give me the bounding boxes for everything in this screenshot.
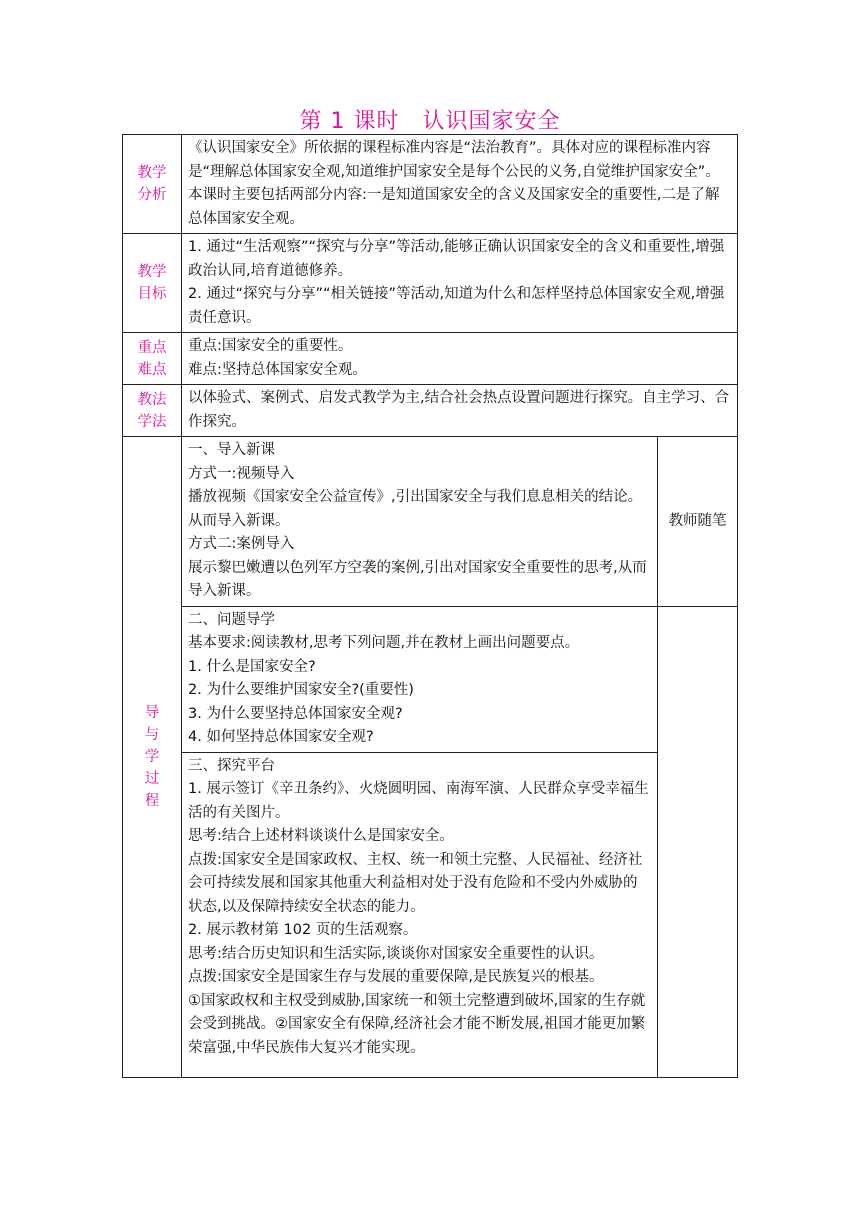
question-item: 1. 什么是国家安全? [188,658,316,675]
section-line: 思考:结合上述材料谈谈什么是国家安全。 [188,828,454,844]
row-goals [123,234,738,333]
label-goals-line-1: 教学 [137,264,167,280]
key-point-item: 重点:国家安全的重要性。 [188,338,353,354]
section-line: 播放视频《国家安全公益宣传》,引出国家安全与我们息息相关的结论。从而导入新课。 [188,489,643,529]
label-method [123,385,182,437]
row-process-section-1 [123,437,738,607]
lesson-plan-table [122,134,738,1078]
section-heading: 一、导入新课 [188,442,275,458]
section-line: 基本要求:阅读教材,思考下列问题,并在教材上画出问题要点。 [188,635,580,651]
question-item: 3. 为什么要坚持总体国家安全观? [188,705,403,722]
label-method-line-1: 教法 [137,391,167,408]
label-process-char: 程 [144,793,160,809]
teacher-notes-header: 教师随笔 [658,437,738,607]
section-heading: 三、探究平台 [188,757,275,774]
section-questions [182,606,658,752]
section-line: ①国家政权和主权受到威胁,国家统一和领土完整遭到破坏,国家的生存就会受到挑战。②国家安全有保障,经济社会才能不断发展,祖国才能更加繁荣富强,中华民族伟大复兴才能实现。 [188,992,646,1056]
row-key-points [123,333,738,385]
label-key-line-1: 重点 [137,339,167,356]
section-line: 思考:结合历史知识和生活实际,谈谈你对国家安全重要性的认识。 [188,945,604,962]
label-analysis [123,135,182,234]
page-title: 第 1 课时 认识国家安全 [299,109,561,134]
label-analysis-line-2: 分析 [137,187,167,203]
section-line: 展示黎巴嫩遭以色列军方空袭的案例,引出对国家安全重要性的思考,从而导入新课。 [188,559,647,599]
question-item: 4. 如何坚持总体国家安全观? [188,729,374,745]
goal-item: 2. 通过“探究与分享”“相关链接”等活动,知道为什么和怎样坚持总体国家安全观,增强责任意识。 [188,286,725,326]
label-process-char: 过 [144,771,160,787]
question-item: 2. 为什么要维护国家安全?(重要性) [188,682,414,698]
label-goals [123,234,182,333]
section-line: 点拨:国家安全是国家政权、主权、统一和领土完整、人民福祉、经济社会可持续发展和国家其他重大利益相对处于没有危险和不受内外威胁的状态,以及保障持续安全状态的能力。 [188,851,643,915]
section-line: 2. 展示教材第 102 页的生活观察。 [188,922,418,938]
label-process-char: 学 [144,749,160,765]
goals-list [182,234,738,333]
analysis-text: 《认识国家安全》所依据的课程标准内容是“法治教育”。具体对应的课程标准内容是“理解总体国家安全观,知道维护国家安全是每个公民的义务,自觉维护国家安全”。本课时主要包括两部分内容:一是知道国家安全的含义及国家安全的重要性,二是了解总体国家安全观。 [182,135,738,234]
section-explore [182,752,658,1077]
goal-item: 1. 通过“生活观察”“探究与分享”等活动,能够正确认识国家安全的含义和重要性,增强政治认同,培育道德修养。 [188,239,725,279]
row-process-section-2 [123,606,738,752]
difficult-point-item: 难点:坚持总体国家安全观。 [188,361,367,378]
row-analysis [123,135,738,234]
label-process-char: 导 [144,705,160,721]
section-line: 点拨:国家安全是国家生存与发展的重要保障,是民族复兴的根基。 [188,969,604,985]
section-heading: 二、问题导学 [188,611,275,628]
label-key-line-2: 难点 [137,361,167,378]
label-key-points [123,333,182,385]
row-method [123,385,738,437]
label-process [123,437,182,1078]
section-line: 方式一:视频导入 [188,465,295,482]
teacher-notes-area [658,606,738,1078]
section-line: 方式二:案例导入 [188,536,295,552]
section-line: 1. 展示签订《辛丑条约》、火烧圆明园、南海军演、人民群众享受幸福生活的有关图片。 [188,781,649,821]
method-text: 以体验式、案例式、启发式教学为主,结合社会热点设置问题进行探究。自主学习、合作探究。 [182,385,738,437]
section-intro [182,437,658,607]
label-goals-line-2: 目标 [137,286,167,302]
label-process-char: 与 [144,727,160,743]
row-process-section-3 [123,752,738,1077]
label-analysis-line-1: 教学 [137,165,167,181]
label-method-line-2: 学法 [137,413,167,430]
key-points [182,333,738,385]
